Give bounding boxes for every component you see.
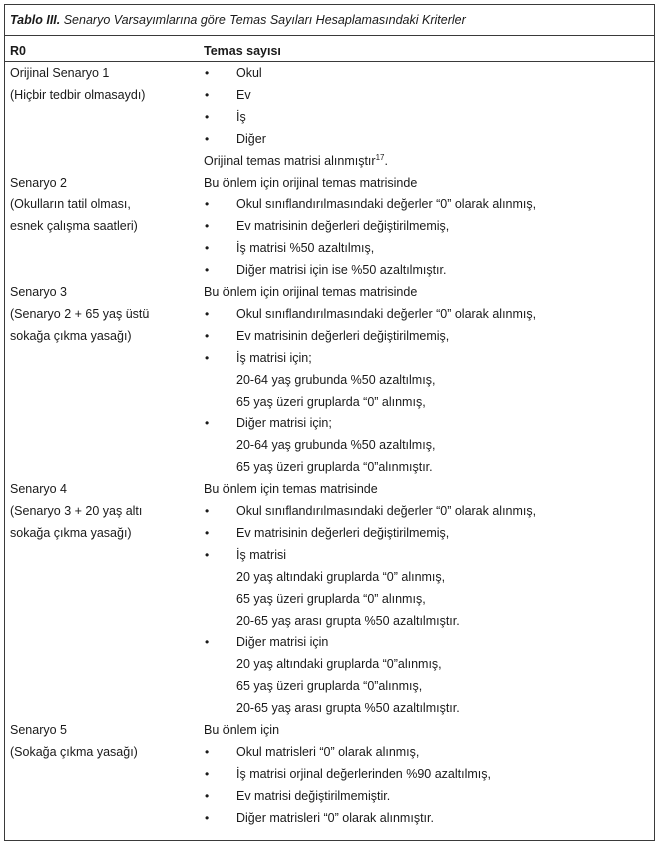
criterion-item: Diğer matrisleri “0” olarak alınmıştır. (236, 810, 434, 825)
criterion-item: Okul sınıflandırılmasındaki değerler “0” olarak alınmış, (236, 197, 537, 212)
criterion-text: Bu önlem için (204, 723, 280, 737)
criterion-item: Ev matrisinin değerleri değiştirilmemiş, (236, 328, 450, 343)
bullet-icon: • (205, 219, 210, 234)
criterion-subitem: 20-64 yaş grubunda %50 azaltılmış, (236, 438, 436, 453)
scenario-label: (Hiçbir tedbir olmasaydı) (10, 87, 146, 102)
criterion-item: İş (236, 109, 246, 124)
criterion-text: Bu önlem için temas matrisinde (204, 482, 378, 497)
caption-rule (4, 35, 655, 36)
criterion-item: İş matrisi (236, 547, 286, 562)
criterion-subitem: 20 yaş altındaki gruplarda “0” alınmış, (236, 569, 446, 584)
criterion-item: Diğer matrisi için; (236, 416, 332, 431)
criterion-item: Diğer (236, 131, 266, 146)
bullet-icon: • (205, 306, 210, 321)
bullet-icon: • (205, 547, 210, 562)
scenario-label: Senaryo 5 (10, 723, 67, 737)
criterion-item: Ev matrisinin değerleri değiştirilmemiş, (236, 219, 450, 234)
scenario-label: sokağa çıkma yasağı) (10, 328, 132, 343)
bullet-icon: • (205, 635, 210, 650)
criterion-subitem: 65 yaş üzeri gruplarda “0”alınmış, (236, 679, 423, 694)
bullet-icon: • (205, 744, 210, 759)
bullet-icon: • (205, 241, 210, 256)
criterion-item: İş matrisi %50 azaltılmış, (236, 241, 375, 256)
criterion-text: Bu önlem için orijinal temas matrisinde (204, 175, 418, 190)
bullet-icon: • (205, 788, 210, 803)
criterion-subitem: 65 yaş üzeri gruplarda “0” alınmış, (236, 394, 426, 409)
criterion-item: İş matrisi için; (236, 350, 312, 365)
criterion-text: Bu önlem için orijinal temas matrisinde (204, 285, 418, 299)
scenario-label: sokağa çıkma yasağı) (10, 525, 132, 540)
scenario-label: (Senaryo 2 + 65 yaş üstü (10, 306, 150, 321)
criterion-item: Diğer matrisi için ise %50 azaltılmıştır. (236, 263, 447, 278)
bullet-icon: • (205, 328, 210, 343)
bullet-icon: • (205, 525, 210, 540)
criterion-subitem: 65 yaş üzeri gruplarda “0”alınmıştır. (236, 460, 433, 475)
criterion-item: Diğer matrisi için (236, 635, 329, 650)
criterion-item: Okul sınıflandırılmasındaki değerler “0” olarak alınmış, (236, 306, 537, 321)
header-rule (4, 61, 655, 62)
scenario-label: Senaryo 2 (10, 175, 67, 190)
criterion-subitem: 20-65 yaş arası grupta %50 azaltılmıştır. (236, 701, 460, 716)
criterion-item: Okul matrisleri “0” olarak alınmış, (236, 744, 420, 759)
scenario-label: esnek çalışma saatleri) (10, 219, 138, 234)
bullet-icon: • (205, 87, 210, 102)
bullet-icon: • (205, 416, 210, 431)
bullet-icon: • (205, 504, 210, 518)
bullet-icon: • (205, 66, 210, 80)
criterion-subitem: 65 yaş üzeri gruplarda “0” alınmış, (236, 591, 426, 606)
criterion-subitem: 20-65 yaş arası grupta %50 azaltılmıştır. (236, 613, 460, 628)
criterion-item: İş matrisi orjinal değerlerinden %90 azaltılmış, (236, 766, 491, 781)
criterion-item: Ev matrisinin değerleri değiştirilmemiş, (236, 525, 450, 540)
caption-label: Tablo III. (10, 13, 61, 27)
bullet-icon: • (205, 263, 210, 278)
scenario-label: (Okulların tatil olması, (10, 197, 131, 212)
scenario-label: Orijinal Senaryo 1 (10, 66, 110, 80)
criterion-text: Orijinal temas matrisi alınmıştır$^{17}$. (204, 152, 388, 168)
bullet-icon: • (205, 810, 210, 825)
scenario-label: (Senaryo 3 + 20 yaş altı (10, 504, 143, 518)
bullet-icon: • (205, 350, 210, 365)
scenario-label: (Sokağa çıkma yasağı) (10, 744, 138, 759)
caption-title: Senaryo Varsayımlarına göre Temas Sayıları Hesaplamasındaki Kriterler (63, 13, 466, 27)
criterion-item: Ev (236, 87, 251, 102)
scenario-label: Senaryo 4 (10, 482, 67, 497)
table-caption (10, 13, 466, 27)
bullet-icon: • (205, 766, 210, 781)
scenario-label: Senaryo 3 (10, 285, 67, 299)
bullet-icon: • (205, 109, 210, 124)
column-header-contacts: Temas sayısı (204, 44, 281, 58)
criterion-item: Okul sınıflandırılmasındaki değerler “0” olarak alınmış, (236, 504, 537, 518)
criterion-item: Ev matrisi değiştirilmemiştir. (236, 788, 391, 803)
criterion-item: Okul (236, 66, 262, 80)
column-header-r0: R0 (10, 44, 26, 58)
bullet-icon: • (205, 197, 210, 212)
bullet-icon: • (205, 131, 210, 146)
criterion-subitem: 20 yaş altındaki gruplarda “0”alınmış, (236, 657, 442, 672)
criterion-subitem: 20-64 yaş grubunda %50 azaltılmış, (236, 372, 436, 387)
reference-superscript: 17 (375, 152, 385, 162)
